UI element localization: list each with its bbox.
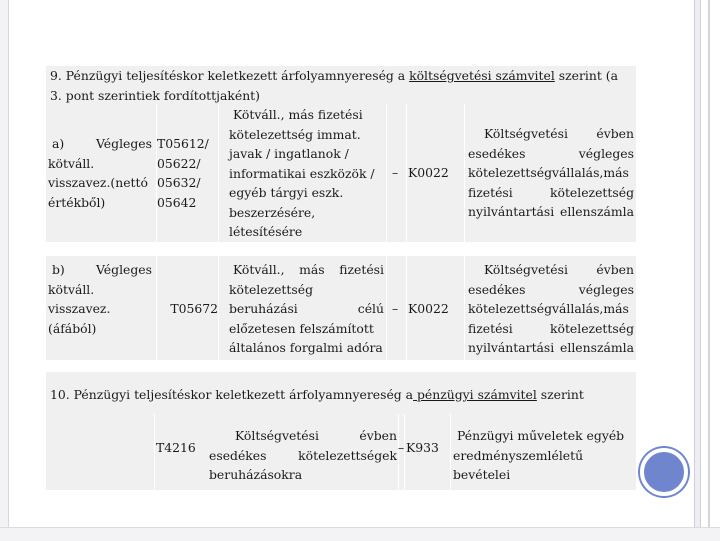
section9-title-line2: 3. pont szerintiek fordítottjaként) [50,87,260,103]
row-a-description: Kötváll., más fizetési kötelezettség immat. javak / ingatlanok / informatikai eszközök / egyéb tárgyi eszk. beszerzésére, létesítésére [229,107,375,239]
row-a-credit-account: K0022 [408,165,449,180]
slide-frame-left [0,0,9,540]
section9-title-text: 9. Pénzügyi teljesítéskor keletkezett árfolyamnyereség a [50,68,410,83]
section10-description: Költségvetési évben esedékes kötelezettségek beruházásokra [209,428,397,482]
section9-title [50,66,634,105]
section10-row [46,414,636,490]
section10-account: T4216 [156,440,196,455]
row-b-credit-account: K0022 [408,301,449,316]
section10-title-text-end: szerint [536,387,584,402]
section9-title-link: költségvetési számvitel [409,68,555,83]
row-a-dash: – [392,165,399,180]
section10-dash: – [398,440,405,455]
row-b-description: Kötváll., más fizetési kötelezettség beruházási célú előzetesen felszámított általános forgalmi adóra [229,262,384,355]
section9-row-b [46,256,636,360]
section10-credit-description: Pénzügyi műveletek egyéb eredményszemléletű bevételei [453,428,625,482]
row-b-account: T05672 [170,301,218,316]
row-b-dash: – [392,301,399,316]
section9-title-row [46,66,636,106]
decorative-circle-icon [640,448,688,496]
section10-credit-account: K933 [406,440,439,455]
slide-frame-right [694,0,701,540]
slide-frame-right-line [708,0,710,540]
section10-title [50,385,634,405]
row-b-credit-description: Költségvetési évben esedékes végleges kötelezettségvállalás,más fizetési kötelezettség nyilvántartási ellenszámla [468,262,634,355]
section9-row-a [46,104,636,242]
row-a-accounts: T05612/ 05622/ 05632/ 05642 [157,136,209,210]
row-b-label: b) Végleges kötváll. visszavez. (áfából) [48,262,152,336]
section10-title-text: 10. Pénzügyi teljesítéskor keletkezett árfolyamnyereség a [50,387,414,402]
row-a-label: a) Végleges kötváll. visszavez.(nettó értékből) [48,136,152,210]
slide-frame-bottom [0,527,720,541]
section9-title-text-end: szerint (a [554,68,618,83]
section10-title-row [46,372,636,414]
row-a-credit-description: Költségvetési évben esedékes végleges kötelezettségvállalás,más fizetési kötelezettség nyilvántartási ellenszámla [468,126,634,219]
section10-title-link: pénzügyi számvitel [413,387,537,402]
